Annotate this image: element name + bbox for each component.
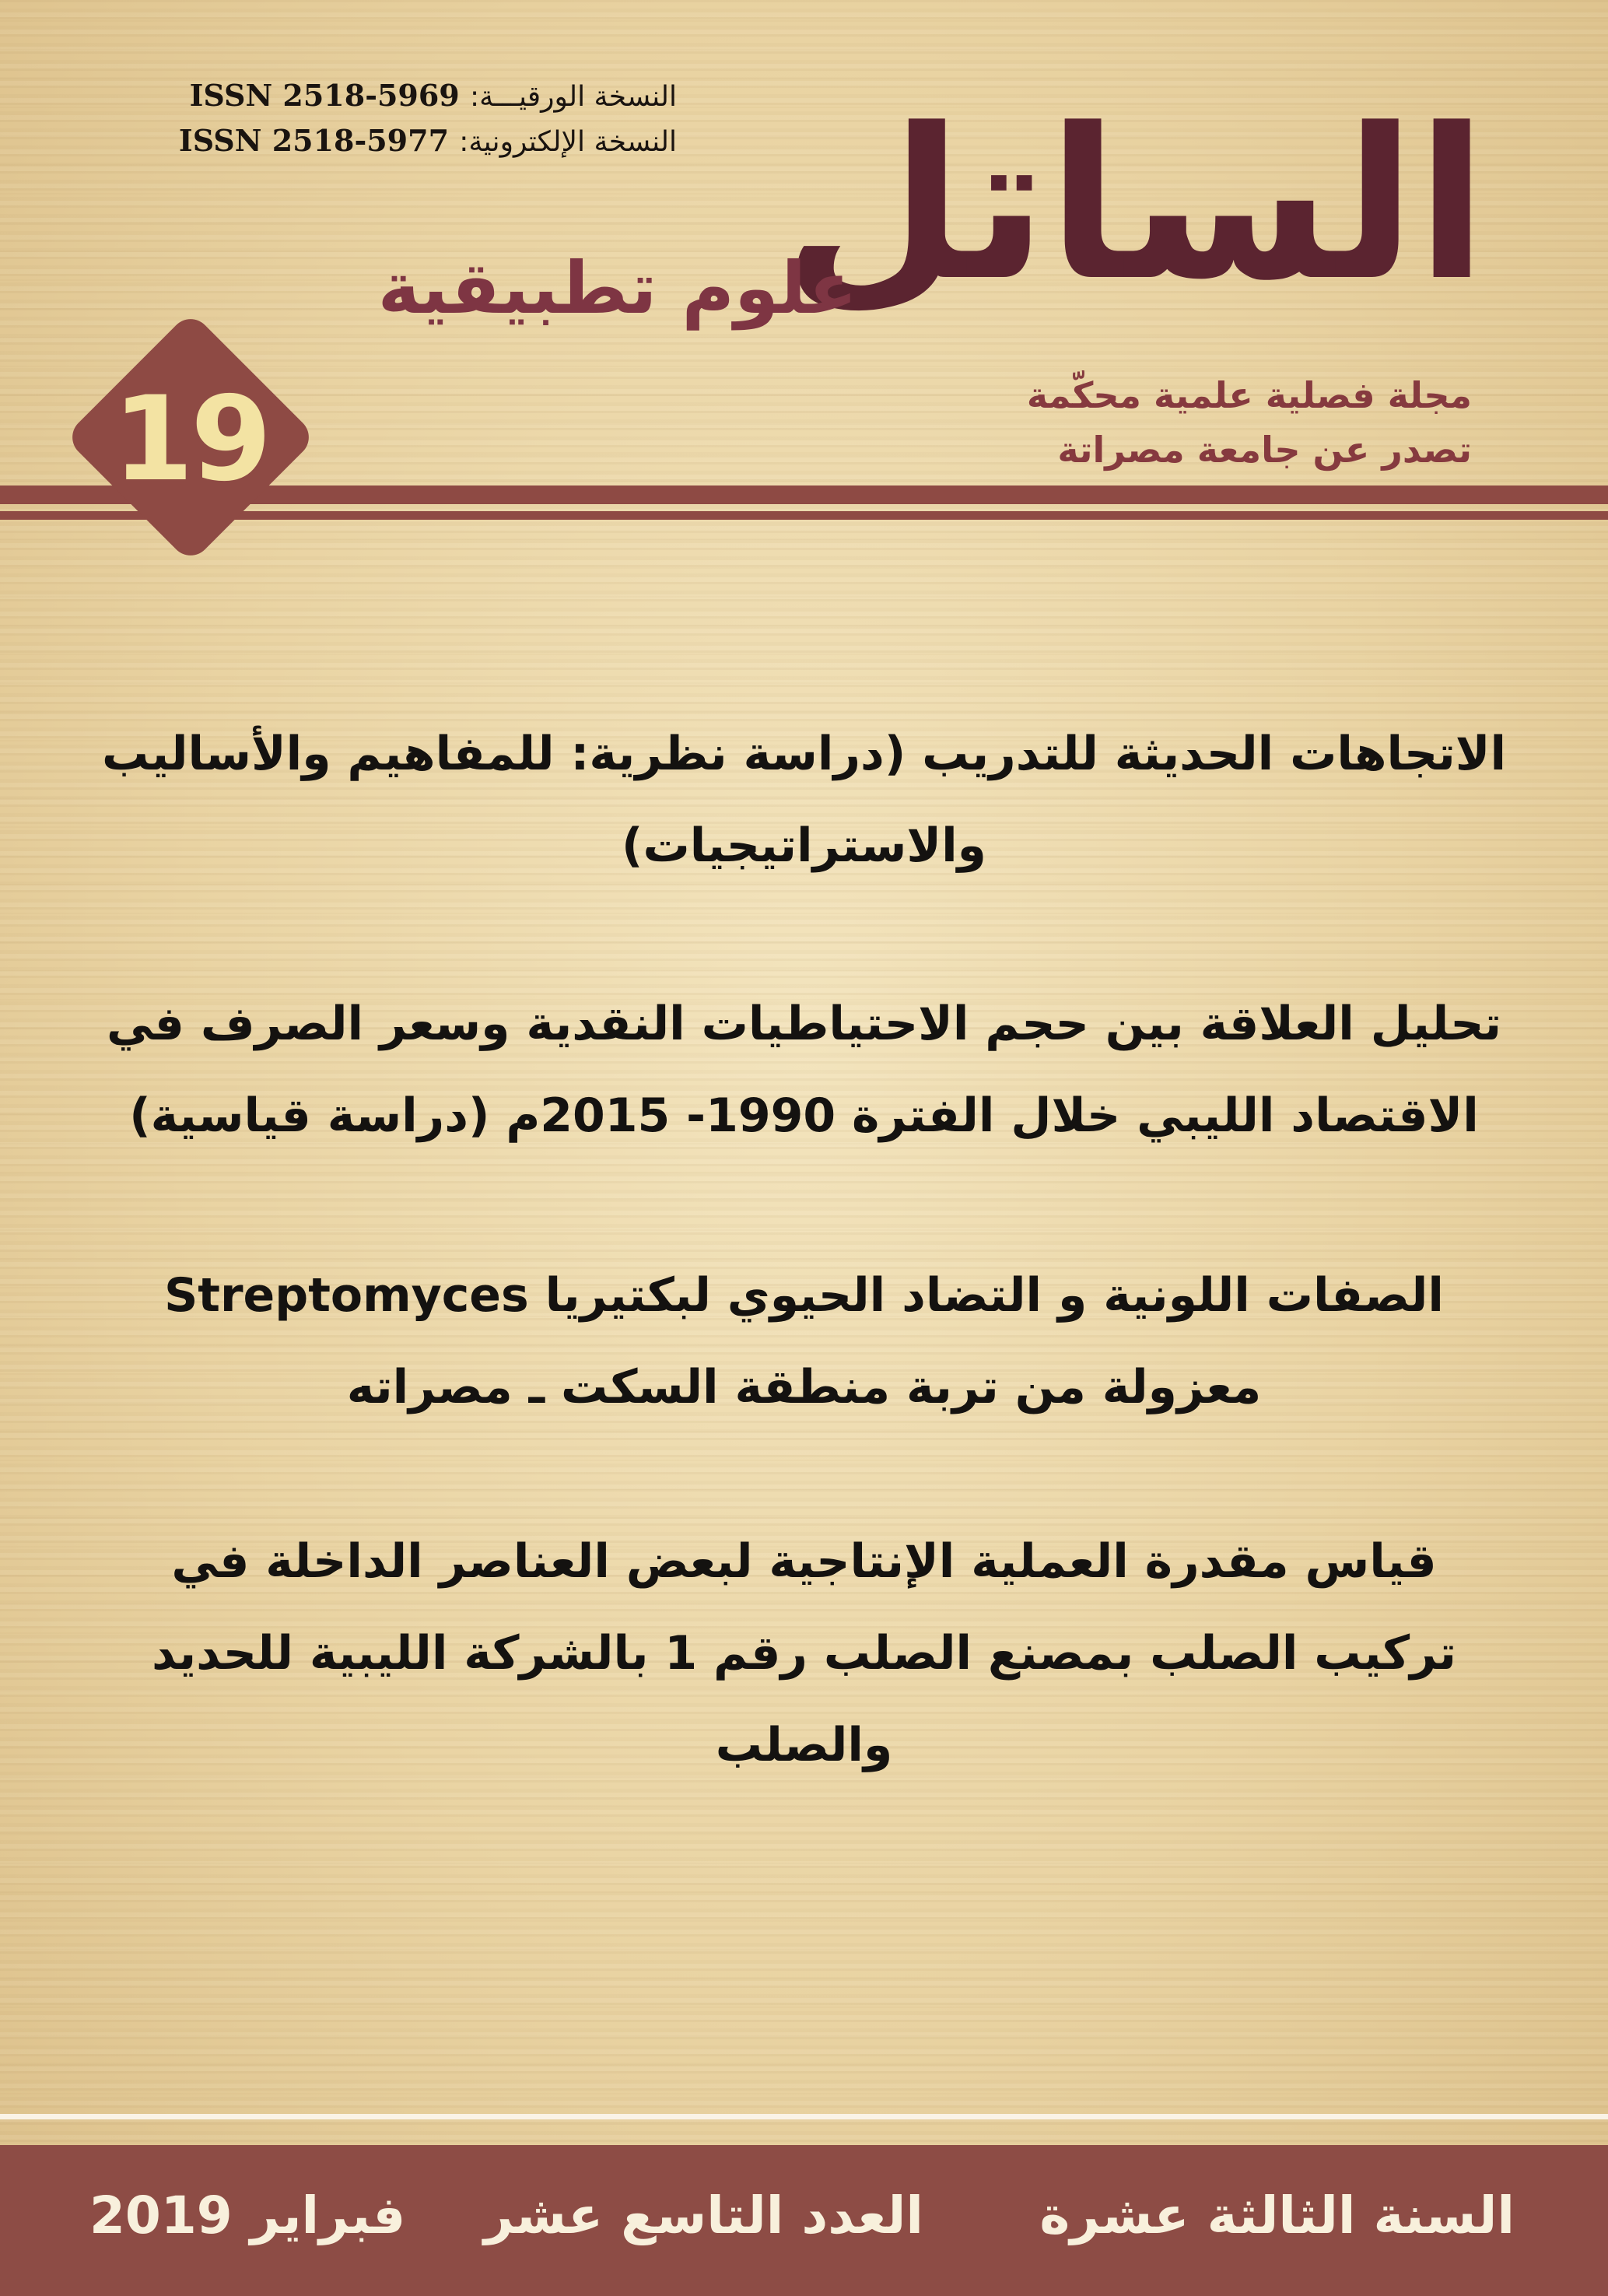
issn-print-value: ISSN 2518-5969 <box>189 78 460 113</box>
footer-issue: العدد التاسع عشر <box>483 2186 923 2245</box>
article-title-3 <box>86 1250 1522 1433</box>
issn-online <box>117 123 677 158</box>
issn-online-value: ISSN 2518-5977 <box>178 123 450 158</box>
article-4-line-3: والصلب <box>715 1718 893 1772</box>
article-title-4 <box>86 1516 1522 1791</box>
article-title-1 <box>86 708 1522 892</box>
article-title-2 <box>86 978 1522 1162</box>
issue-number: 19 <box>112 372 269 507</box>
article-4-line-1: قياس مقدرة العملية الإنتاجية لبعض العناصر الداخلة في <box>171 1534 1437 1589</box>
issn-print-label: النسخة الورقيـــة: <box>469 81 677 113</box>
journal-subtitle: علوم تطبيقية <box>377 247 857 330</box>
article-1-line-1: الاتجاهات الحديثة للتدريب (دراسة نظرية: للمفاهيم والأساليب <box>101 727 1507 781</box>
article-3-line-1: الصفات اللونية و التضاد الحيوي لبكتيريا Streptomyces <box>164 1268 1444 1323</box>
journal-title: الساتل <box>783 84 1487 327</box>
article-2-line-2: الاقتصاد الليبي خلال الفترة 1990- 2015م (دراسة قياسية) <box>129 1088 1479 1143</box>
issn-online-label: النسخة الإلكترونية: <box>459 126 677 158</box>
issn-print <box>117 78 677 113</box>
footer-divider-line <box>0 2114 1608 2119</box>
journal-description-line2: تصدر عن جامعة مصراتة <box>1057 429 1472 471</box>
footer-date: فبراير 2019 <box>89 2186 406 2245</box>
footer-year: السنة الثالثة عشرة <box>1039 2186 1515 2245</box>
article-4-line-2: تركيب الصلب بمصنع الصلب رقم 1 بالشركة الليبية للحديد <box>151 1626 1457 1681</box>
article-1-line-2: والاستراتيجيات) <box>622 818 986 873</box>
journal-description-line1: مجلة فصلية علمية محكّمة <box>1026 374 1472 416</box>
article-3-line-2: معزولة من تربة منطقة السكت ـ مصراته <box>346 1360 1262 1414</box>
article-2-line-1: تحليل العلاقة بين حجم الاحتياطيات النقدية وسعر الصرف في <box>106 997 1502 1051</box>
